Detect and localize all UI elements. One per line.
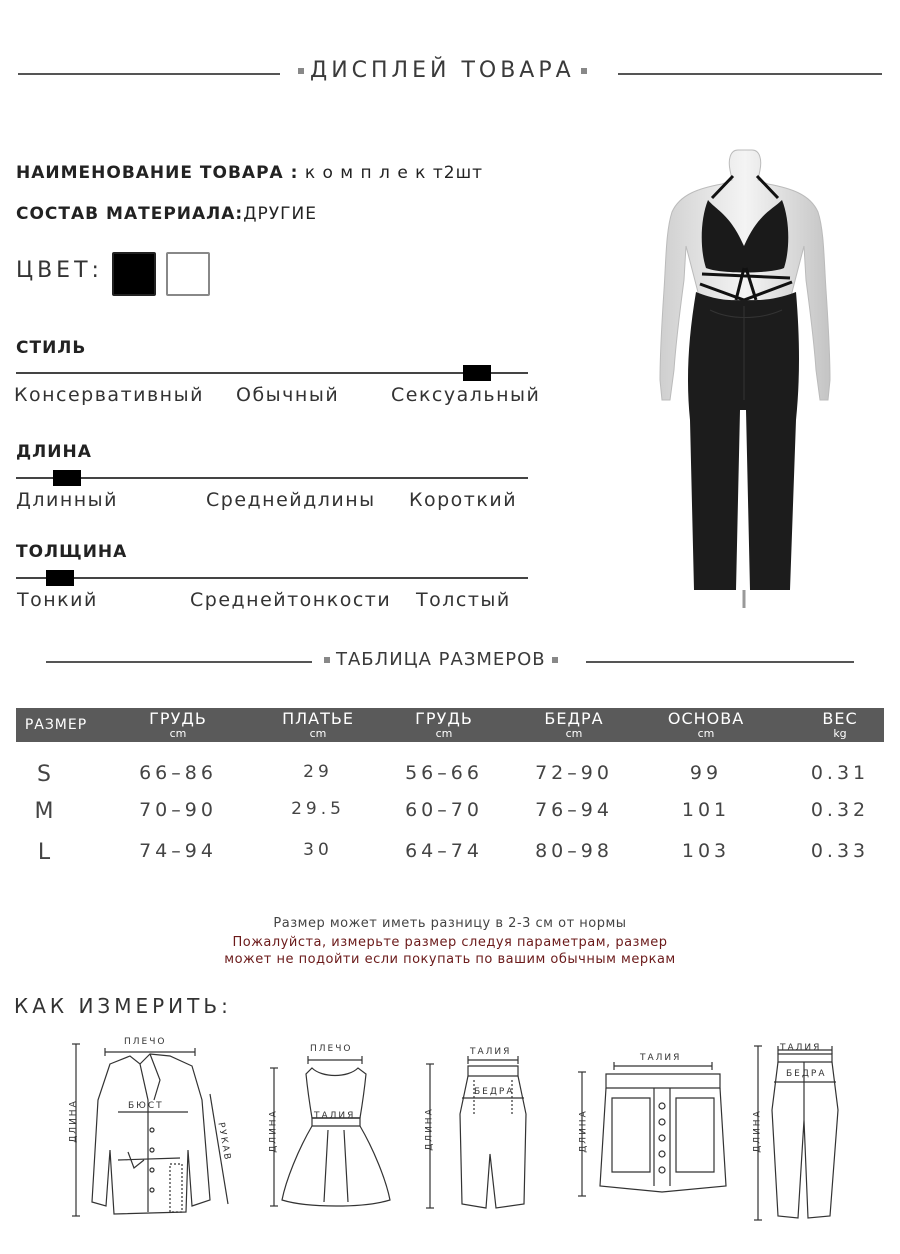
scale-label: Сексуальный bbox=[391, 384, 541, 406]
size-warning-line-2: может не подойти если покупать по вашим обычным меркам bbox=[224, 952, 676, 967]
pants-waist-label: ТАЛИЯ bbox=[780, 1043, 822, 1053]
cell: 0.33 bbox=[810, 840, 870, 862]
shorts-diagram bbox=[576, 1062, 736, 1202]
scale-label: Длинный bbox=[16, 489, 119, 511]
shorts-waist-label: ТАЛИЯ bbox=[640, 1053, 682, 1063]
col-header-size: РАЗМЕР bbox=[24, 717, 88, 733]
header-rule-left bbox=[18, 73, 280, 75]
material-row bbox=[16, 204, 317, 224]
material-label: СОСТАВ МАТЕРИАЛА: bbox=[16, 204, 244, 224]
cell: 66–86 bbox=[139, 762, 217, 784]
jacket-shoulder-label: ПЛЕЧО bbox=[124, 1037, 167, 1047]
cell: 103 bbox=[681, 840, 731, 862]
page-title bbox=[292, 58, 593, 83]
page-title-text: ДИСПЛЕЙ ТОВАРА bbox=[310, 58, 575, 83]
scale-marker-thickness bbox=[46, 570, 74, 586]
scale-label: Среднейдлины bbox=[206, 489, 376, 511]
col-header-bust-2: ГРУДЬ cm bbox=[415, 709, 473, 740]
title-bullet-icon bbox=[298, 68, 304, 74]
cell: 56–66 bbox=[405, 762, 483, 784]
how-to-measure-title: КАК ИЗМЕРИТЬ: bbox=[14, 994, 232, 1018]
header-rule-right bbox=[618, 73, 882, 75]
size-note: Размер может иметь разницу в 2-3 см от нормы bbox=[273, 916, 627, 931]
color-swatch-white[interactable] bbox=[166, 252, 210, 296]
col-header-bust: ГРУДЬ cm bbox=[149, 709, 207, 740]
scale-label: Толстый bbox=[416, 589, 511, 611]
size-table-title bbox=[318, 649, 564, 670]
scale-label: Короткий bbox=[409, 489, 518, 511]
scale-marker-style bbox=[463, 365, 491, 381]
dress-length-label: ДЛИНА bbox=[268, 1109, 279, 1153]
color-swatch-black[interactable] bbox=[112, 252, 156, 296]
jacket-bust-label: БЮСТ bbox=[128, 1101, 164, 1111]
jacket-length-label: ДЛИНА bbox=[68, 1099, 79, 1143]
color-label: ЦВЕТ: bbox=[16, 258, 103, 283]
cell: 101 bbox=[681, 799, 731, 821]
jacket-diagram bbox=[70, 1040, 240, 1220]
material-value: ДРУГИЕ bbox=[243, 204, 317, 224]
title-bullet-icon bbox=[581, 68, 587, 74]
cell-size: M bbox=[34, 799, 58, 824]
scale-label: Обычный bbox=[236, 384, 340, 406]
product-name-label: НАИМЕНОВАНИЕ ТОВАРА : bbox=[16, 163, 299, 183]
cell: 70–90 bbox=[139, 799, 217, 821]
cell: 30 bbox=[303, 840, 333, 860]
scale-marker-length bbox=[53, 470, 81, 486]
col-header-dress: ПЛАТЬЕ cm bbox=[282, 709, 354, 740]
cell: 99 bbox=[689, 762, 723, 784]
scale-line-length bbox=[16, 477, 528, 479]
product-name-value: к о м п л е к т2шт bbox=[304, 163, 484, 183]
scale-label: Консервативный bbox=[14, 384, 204, 406]
cell: 76–94 bbox=[535, 799, 613, 821]
size-table-rule-right bbox=[586, 661, 854, 663]
cell: 0.31 bbox=[810, 762, 870, 784]
size-table-rule-left bbox=[46, 661, 312, 663]
col-header-hips: БЕДРА cm bbox=[544, 709, 604, 740]
scale-title-style: СТИЛЬ bbox=[16, 338, 87, 358]
col-header-base: ОСНОВА cm bbox=[667, 709, 745, 740]
cell: 29.5 bbox=[291, 799, 345, 819]
skirt-length-label: ДЛИНА bbox=[424, 1107, 435, 1151]
cell-size: L bbox=[37, 840, 55, 865]
title-bullet-icon bbox=[324, 657, 330, 663]
skirt-diagram bbox=[424, 1054, 534, 1214]
skirt-hips-label: БЕДРА bbox=[474, 1087, 515, 1097]
scale-label: Тонкий bbox=[17, 589, 98, 611]
scale-title-thickness: ТОЛЩИНА bbox=[16, 542, 128, 562]
scale-line-style bbox=[16, 372, 528, 374]
cell: 29 bbox=[303, 762, 333, 782]
cell: 72–90 bbox=[535, 762, 613, 784]
pants-length-label: ДЛИНА bbox=[752, 1109, 763, 1153]
scale-title-length: ДЛИНА bbox=[16, 442, 92, 462]
skirt-waist-label: ТАЛИЯ bbox=[470, 1047, 512, 1057]
pants-diagram bbox=[752, 1040, 852, 1226]
cell: 60–70 bbox=[405, 799, 483, 821]
cell-size: S bbox=[37, 762, 55, 787]
size-warning-line-1: Пожалуйста, измерьте размер следуя параметрам, размер bbox=[232, 935, 668, 950]
dress-diagram bbox=[268, 1050, 398, 1210]
size-table-title-text: ТАБЛИЦА РАЗМЕРОВ bbox=[336, 649, 546, 670]
pants-hips-label: БЕДРА bbox=[786, 1069, 827, 1079]
cell: 0.32 bbox=[810, 799, 870, 821]
scale-label: Среднейтонкости bbox=[190, 589, 392, 611]
jacket-sleeve-label: РУКАВ bbox=[215, 1121, 233, 1163]
shorts-length-label: ДЛИНА bbox=[578, 1109, 589, 1153]
dress-shoulder-label: ПЛЕЧО bbox=[310, 1044, 353, 1054]
cell: 74–94 bbox=[139, 840, 217, 862]
size-table-header bbox=[16, 708, 884, 742]
cell: 64–74 bbox=[405, 840, 483, 862]
cell: 80–98 bbox=[535, 840, 613, 862]
dress-waist-label: ТАЛИЯ bbox=[314, 1111, 356, 1121]
product-name-row bbox=[16, 163, 483, 183]
title-bullet-icon bbox=[552, 657, 558, 663]
col-header-weight: ВЕС kg bbox=[822, 709, 858, 740]
product-photo bbox=[640, 150, 850, 610]
scale-line-thickness bbox=[16, 577, 528, 579]
